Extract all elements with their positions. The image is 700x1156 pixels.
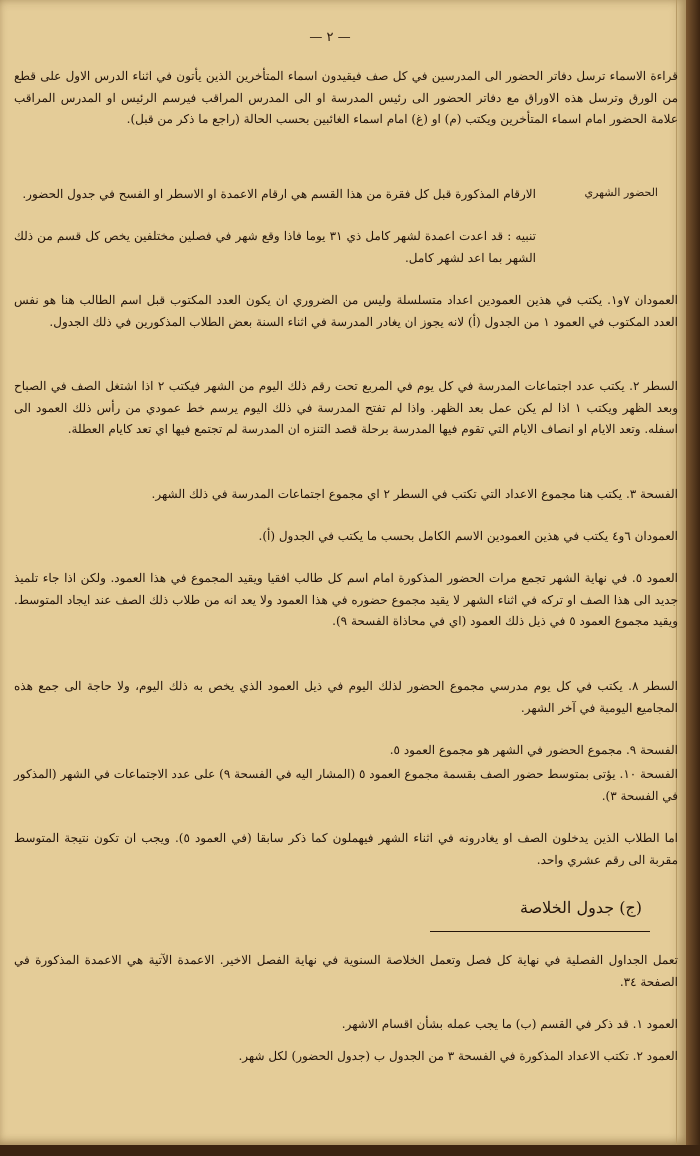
paragraph-space-10: الفسحة ١٠. يؤتى بمتوسط حضور الصف بقسمة مجموع العمود ٥ (المشار اليه في الفسحة ٩) على عدد الاجتماعات في الشهر (المذكور في الفسحة ٣). xyxy=(14,767,678,803)
paragraph-row-2: السطر ٢. يكتب عدد اجتماعات المدرسة في كل يوم في المربع تحت رقم ذلك اليوم من الشهر فيكتب ٢ اذا اشتغل الصف في الصباح وبعد الظهر ويكتب ١ اذا لم يكن عمل بعد الظهر. واذا لم تفتح المدرسة في ذلك اليوم يرسم خط عمودي من رأس ذلك العمود الى اسفله. وتعد الايام او انصاف الايام التي تقوم فيها المدرسة برحلة قصد التنزه ان المدرسة لم تجتمع فيها اي تعد كايام العطلة. xyxy=(14,379,678,436)
paragraph-space-3: الفسحة ٣. يكتب هنا مجموع الاعداد التي تكتب في السطر ٢ اي مجموع اجتماعات المدرسة في ذلك الشهر. xyxy=(151,487,678,501)
page-number: — ٢ — xyxy=(309,30,351,45)
page-bottom-edge xyxy=(0,1145,700,1156)
paragraph-columns-6-4: العمودان ٦و٤ يكتب في هذين العمودين الاسم الكامل بحسب ما يكتب في الجدول (أ). xyxy=(258,529,678,543)
section-heading-summary-table xyxy=(430,898,650,934)
page-edge xyxy=(686,0,700,1156)
margin-label-monthly-attendance: الحضور الشهري xyxy=(584,186,658,199)
paragraph-space-9: الفسحة ٩. مجموع الحضور في الشهر هو مجموع العمود ٥. xyxy=(389,743,678,757)
section-heading-underline xyxy=(430,931,650,932)
paragraph-attendance-reading: قراءة الاسماء ترسل دفاتر الحضور الى المدرسين في كل صف فيقيدون اسماء المتأخرين الذين يأتون في اثناء الدرس الاول على قطع من الورق وترسل هذه الاوراق مع دفاتر الحضور الى رئيس المدرسة او الى المدرس المراقب فيرسم الرئيس او المدرس المراقب علامة الحضور امام اسماء المتأخرين ويكتب (م) او (غ) امام اسماء الغائبين بحسب الحالة (راجع ما ذكر من قبل). xyxy=(14,69,678,126)
paragraph-column-5: العمود ٥. في نهاية الشهر تجمع مرات الحضور المذكورة امام اسم كل طالب افقيا ويقيد المجموع في هذا العمود. ولكن اذا جاء تلميذ جديد الى هذا الصف او تركه في اثناء الشهر لا يقيد مجموع حضوره في هذا العمود ولا يعد انه من طلاب ذلك الصف عند ايجاد المتوسط. ويقيد مجموع العمود ٥ في ذيل ذلك العمود (اي في محاذاة الفسحة ٩). xyxy=(14,571,678,628)
paragraph-numbers-note: الارقام المذكورة قبل كل فقرة من هذا القسم هي ارقام الاعمدة او الاسطر او الفسح في جدول الحضور. xyxy=(22,187,536,201)
paragraph-column-1: العمود ١. قد ذكر في القسم (ب) ما يجب عمله بشأن اقسام الاشهر. xyxy=(341,1017,678,1031)
paragraph-warning: تنبيه : قد اعدت اعمدة لشهر كامل ذي ٣١ يوما فاذا وقع شهر في فصلين مختلفين يخص كل قسم من ذلك الشهر بما اعد لشهر كامل. xyxy=(14,229,536,265)
section-heading-title: (ج) جدول الخلاصة xyxy=(520,898,642,917)
paragraph-columns-7-1: العمودان ٧و١. يكتب في هذين العمودين اعداد متسلسلة وليس من الضروري ان يكون العدد المكتوب قبل اسم الطالب هنا هو نفس العدد المكتوب في العمود ١ من الجدول (أ) لانه يجوز ان يغادر المدرسة في اثناء السنة بعض الطلاب المذكورين في ذلك الجدول. xyxy=(14,293,678,329)
paragraph-column-2: العمود ٢. تكتب الاعداد المذكورة في الفسحة ٣ من الجدول ب (جدول الحضور) لكل شهر. xyxy=(238,1049,678,1063)
paragraph-row-8: السطر ٨. يكتب في كل يوم مدرسي مجموع الحضور لذلك اليوم في ذيل العمود الذي يخص به ذلك اليوم، ولا حاجة الى جمع هذه المجاميع اليومية في آخر الشهر. xyxy=(14,679,678,715)
paragraph-leaving-students: اما الطلاب الذين يدخلون الصف او يغادرونه في اثناء الشهر فيهملون كما ذكر سابقا (في العمود ٥). ويجب ان تكون نتيجة المتوسط مقربة الى رقم عشري واحد. xyxy=(14,831,679,867)
paragraph-summary-intro: تعمل الجداول الفصلية في نهاية كل فصل وتعمل الخلاصة السنوية في نهاية الفصل الاخير. الاعمدة الآتية هي الاعمدة المذكورة في الصفحة ٣٤. xyxy=(14,953,678,989)
